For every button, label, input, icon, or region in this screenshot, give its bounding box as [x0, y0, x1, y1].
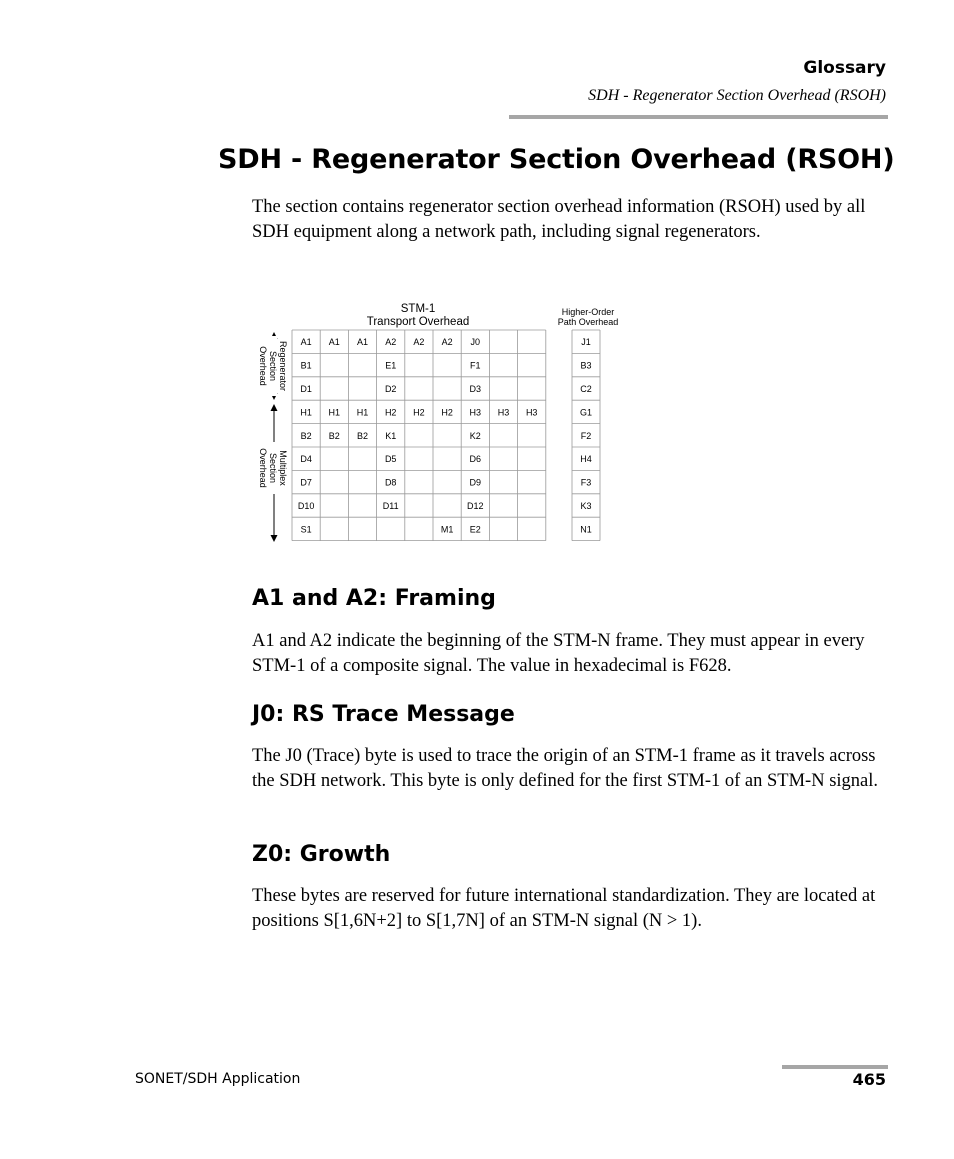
- transport-overhead-cell: D9: [469, 477, 482, 488]
- running-header-topic: SDH - Regenerator Section Overhead (RSOH): [588, 87, 886, 104]
- transport-overhead-cell: A1: [300, 337, 312, 348]
- overhead-cells: [298, 337, 592, 534]
- transport-overhead-cell: D10: [297, 501, 315, 511]
- transport-overhead-cell: H3: [525, 407, 538, 418]
- transport-overhead-cell: A1: [356, 337, 369, 348]
- heading-a1-a2-framing: A1 and A2: Framing: [252, 586, 496, 611]
- transport-overhead-cell: B1: [300, 360, 312, 371]
- transport-overhead-cell: H3: [469, 407, 482, 418]
- msoh-label: [254, 442, 288, 494]
- path-title: Higher-Order: [561, 307, 615, 317]
- transport-overhead-cell: M1: [440, 524, 454, 535]
- path-overhead-cell: F3: [580, 477, 592, 488]
- transport-overhead-cell: D8: [384, 477, 397, 488]
- overhead-diagram: [254, 298, 626, 544]
- intro-paragraph: The section contains regenerator section overhead information (RSOH) used by all SDH equipment along a network path, including signal regenerators.: [252, 197, 866, 242]
- transport-overhead-cell: D12: [467, 501, 484, 511]
- page-title: SDH - Regenerator Section Overhead (RSOH): [218, 144, 895, 175]
- rsoh-label-line-2: Section: [268, 350, 278, 382]
- transport-overhead-cell: A2: [385, 337, 397, 348]
- transport-subtitle: Transport Overhead: [366, 316, 470, 328]
- paragraph-a1-a2-framing: A1 and A2 indicate the beginning of the STM-N frame. They must appear in every STM-1 of a composite signal. The value in hexadecimal is F628.: [252, 631, 865, 676]
- transport-overhead-cell: E2: [469, 524, 481, 535]
- transport-overhead-cell: E1: [385, 360, 397, 371]
- path-overhead-cell: N1: [580, 524, 592, 535]
- msoh-label-line-3: Overhead: [258, 448, 268, 488]
- rsoh-label: [254, 336, 288, 396]
- transport-overhead-cell: H2: [413, 407, 425, 418]
- path-overhead-cell: H4: [580, 454, 592, 465]
- path-overhead-cell: G1: [579, 407, 593, 418]
- transport-overhead-cell: H1: [300, 407, 312, 418]
- path-overhead-cell: J1: [581, 337, 591, 348]
- transport-overhead-cell: D1: [300, 384, 312, 394]
- transport-overhead-cell: H3: [497, 407, 510, 418]
- running-header-section: Glossary: [803, 58, 886, 78]
- transport-overhead-cell: B2: [328, 430, 340, 441]
- transport-overhead-cell: S1: [300, 524, 312, 535]
- transport-title: STM-1: [400, 303, 436, 315]
- transport-overhead-cell: B2: [356, 430, 369, 441]
- transport-overhead-cell: A1: [328, 337, 340, 348]
- transport-overhead-cell: D2: [384, 384, 397, 394]
- transport-overhead-cell: H1: [356, 407, 369, 418]
- footer-manual-title: SONET/SDH Application: [135, 1071, 301, 1087]
- transport-overhead-cell: A2: [441, 337, 453, 348]
- transport-overhead-cell: D11: [382, 501, 399, 511]
- transport-overhead-cell: D4: [300, 454, 312, 465]
- transport-overhead-cell: D6: [469, 454, 482, 465]
- path-subtitle: Path Overhead: [557, 317, 619, 327]
- msoh-label-line-2: Section: [268, 452, 278, 484]
- transport-overhead-cell: F1: [470, 360, 481, 371]
- paragraph-j0-trace: The J0 (Trace) byte is used to trace the origin of an STM-1 frame as it travels across the SDH network. This byte is only defined for the first STM-1 of an STM-N signal.: [252, 746, 879, 791]
- transport-overhead-cell: A2: [413, 337, 425, 348]
- transport-overhead-cell: B2: [300, 430, 312, 441]
- path-overhead-cell: F2: [580, 430, 592, 441]
- msoh-label-line-1: Multiplex: [278, 450, 288, 486]
- path-overhead-cell: B3: [580, 360, 592, 371]
- transport-overhead-cell: K2: [469, 430, 481, 441]
- transport-overhead-cell: K1: [385, 430, 397, 441]
- header-rule: [509, 115, 888, 119]
- paragraph-z0-growth: These bytes are reserved for future international standardization. They are located at positions S[1,6N+2] to S[1,7N] of an STM-N signal (N > 1).: [252, 886, 876, 931]
- path-overhead-cell: K3: [580, 501, 592, 511]
- transport-overhead-cell: J0: [470, 337, 481, 348]
- path-overhead-cell: C2: [580, 384, 592, 394]
- page-number: 465: [852, 1070, 886, 1089]
- transport-overhead-cell: H2: [384, 407, 397, 418]
- footer-rule: [782, 1065, 888, 1069]
- transport-overhead-cell: H2: [441, 407, 453, 418]
- rsoh-label-line-3: Overhead: [258, 346, 268, 386]
- heading-z0-growth: Z0: Growth: [252, 842, 391, 867]
- rsoh-label-line-1: Regenerator: [278, 340, 288, 392]
- transport-overhead-cell: D7: [300, 477, 312, 488]
- transport-overhead-cell: H1: [328, 407, 341, 418]
- transport-overhead-cell: D5: [384, 454, 397, 465]
- heading-j0-trace: J0: RS Trace Message: [252, 702, 515, 727]
- transport-overhead-cell: D3: [469, 384, 482, 394]
